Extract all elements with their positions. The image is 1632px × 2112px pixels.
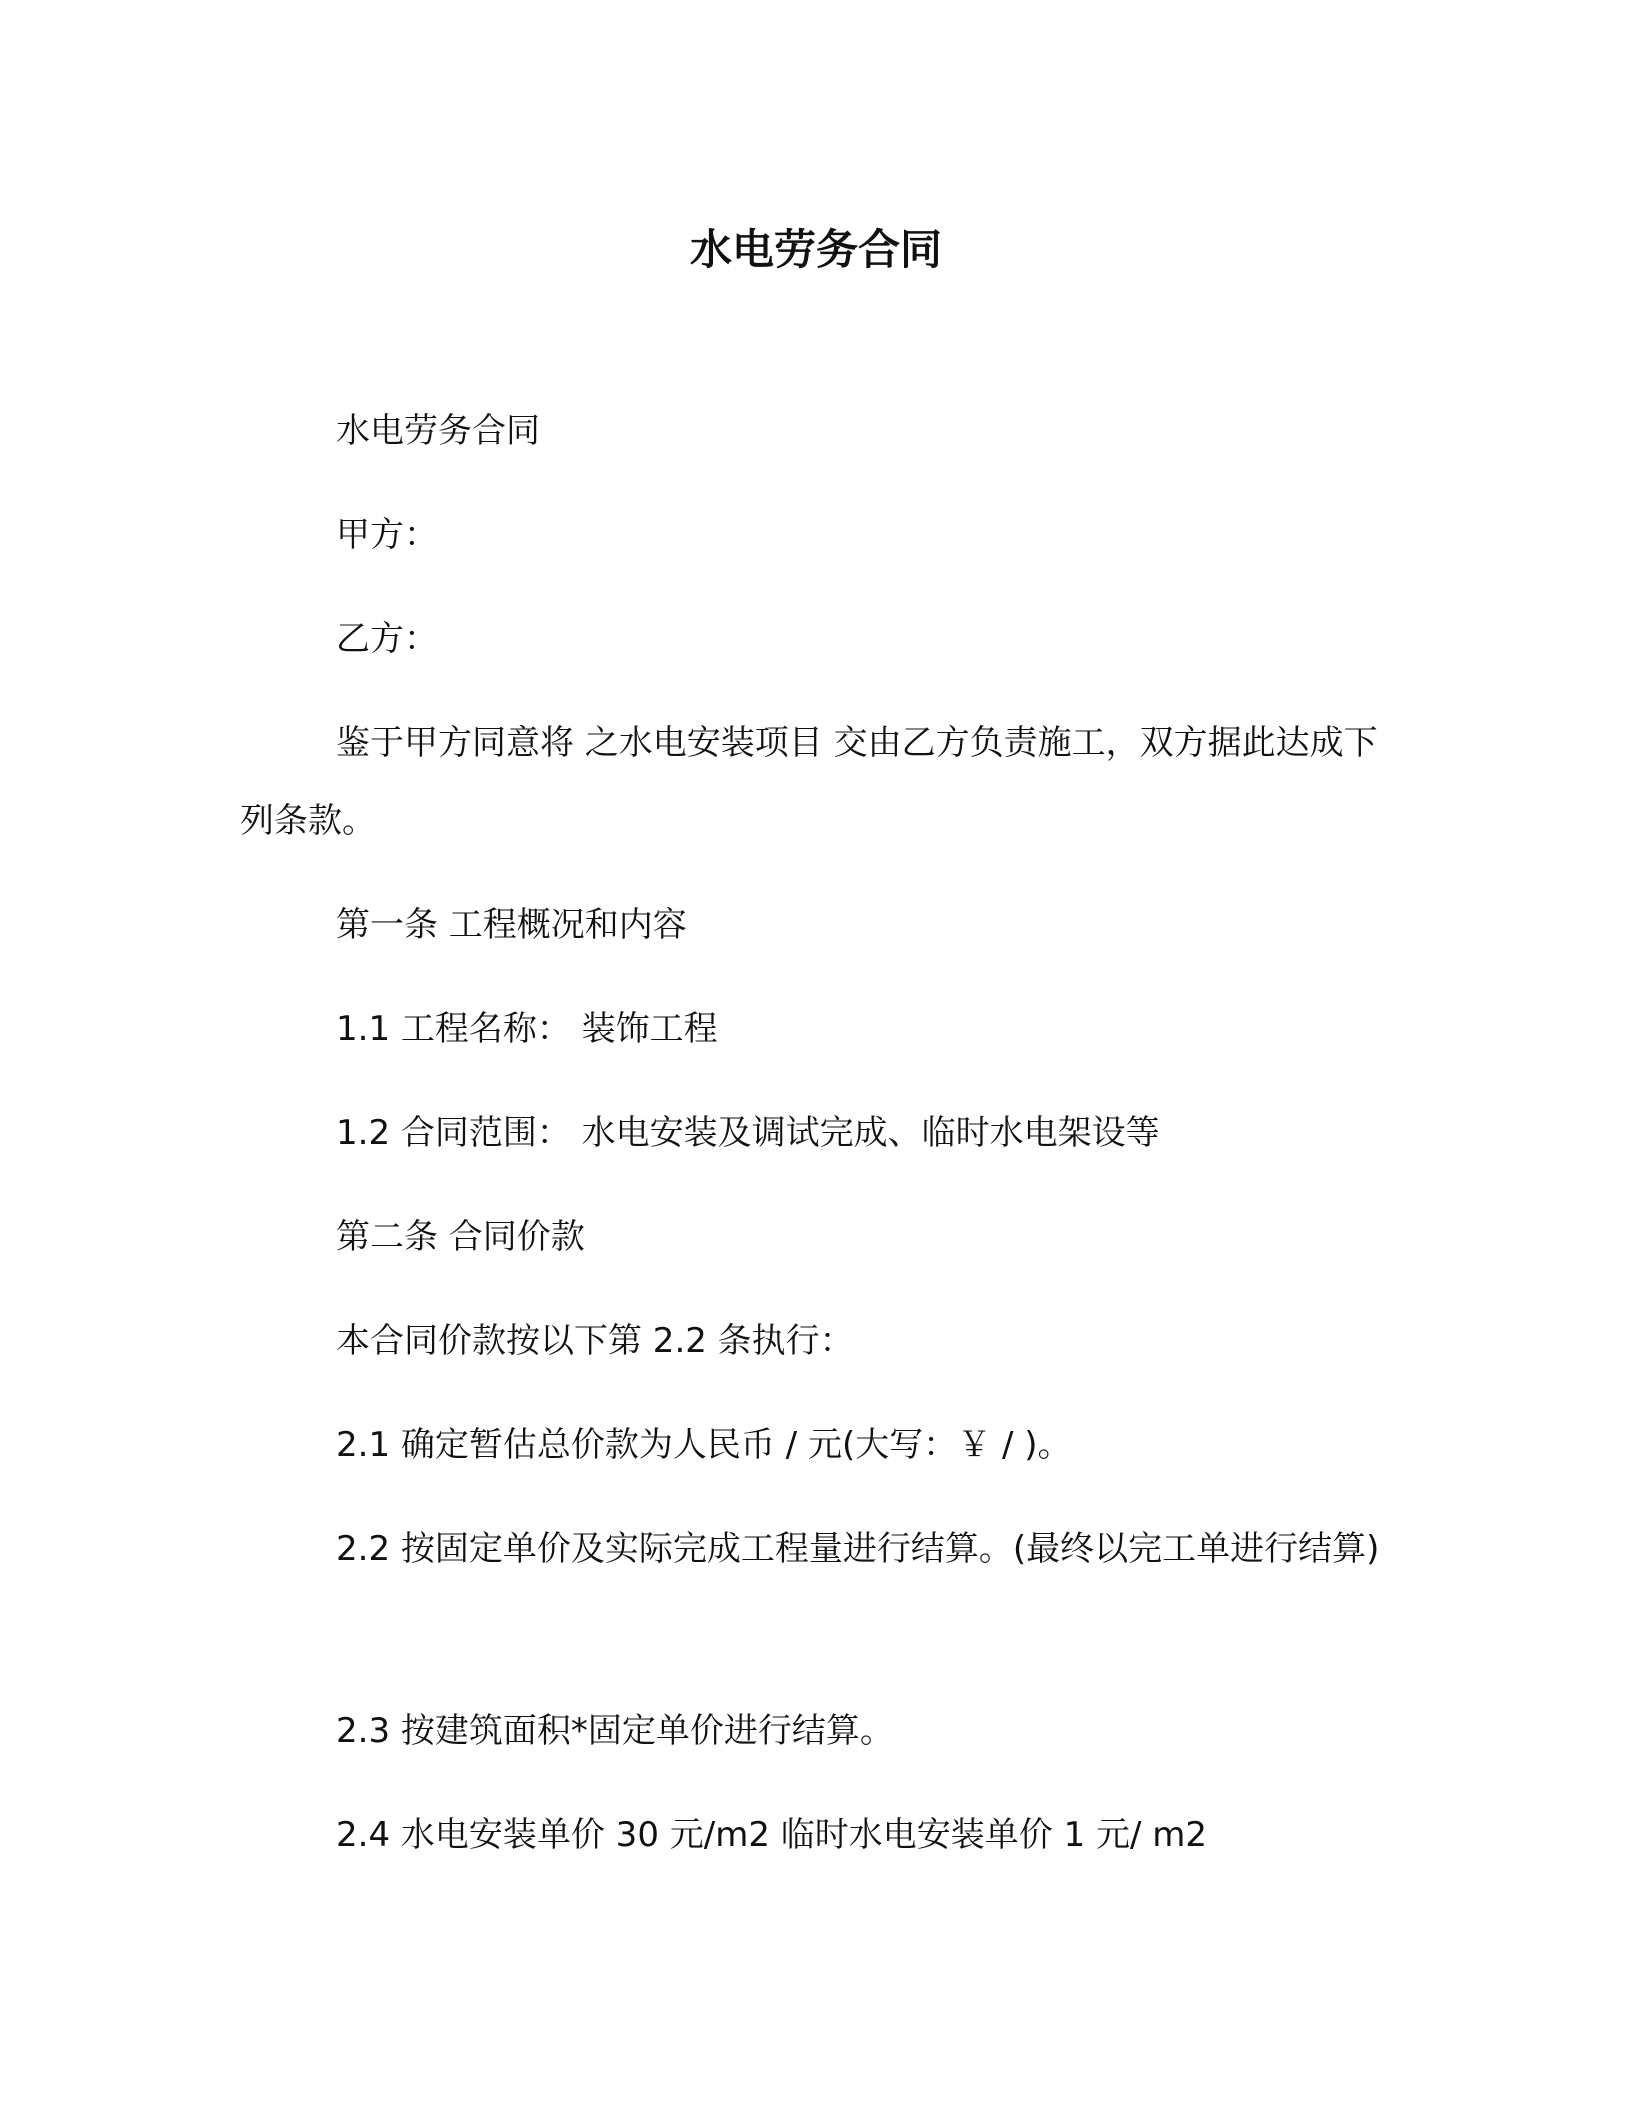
paragraph-2-2: 2.2 按固定单价及实际完成工程量进行结算。(最终以完工单进行结算) [336, 1529, 1380, 1569]
paragraph-party-b: 乙方： [336, 619, 438, 659]
paragraph-2-1: 2.1 确定暂估总价款为人民币 / 元(大写：￥ / )。 [336, 1425, 1072, 1465]
paragraph-article-1: 第一条 工程概况和内容 [336, 905, 687, 945]
paragraph-price-basis: 本合同价款按以下第 2.2 条执行： [336, 1321, 854, 1361]
paragraph-article-2: 第二条 合同价款 [336, 1217, 585, 1257]
paragraph-party-a: 甲方： [336, 515, 438, 555]
document-title: 水电劳务合同 [689, 225, 942, 274]
paragraph-1-1: 1.1 工程名称： 装饰工程 [336, 1009, 718, 1049]
paragraph-2-3: 2.3 按建筑面积*固定单价进行结算。 [336, 1711, 894, 1751]
paragraph-preamble: 鉴于甲方同意将 之水电安装项目 交由乙方负责施工，双方据此达成下列条款。 [240, 723, 1378, 841]
paragraph-2-4: 2.4 水电安装单价 30 元/m2 临时水电安装单价 1 元/ m2 [336, 1815, 1208, 1855]
paragraph-contract-heading: 水电劳务合同 [336, 411, 540, 451]
paragraph-1-2: 1.2 合同范围： 水电安装及调试完成、临时水电架设等 [336, 1113, 1160, 1153]
